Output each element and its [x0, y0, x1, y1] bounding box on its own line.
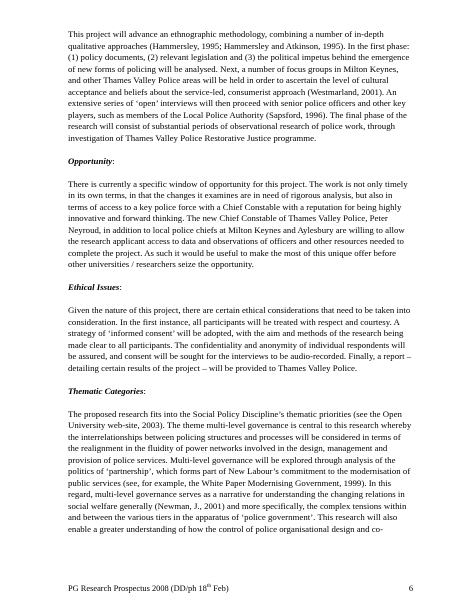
document-body: [68, 29, 413, 535]
heading-thematic-categories: Thematic Categories: [68, 385, 144, 396]
footer-superscript: th: [206, 583, 212, 590]
section-heading-thematic: [68, 386, 413, 398]
heading-colon: :: [143, 385, 146, 396]
paragraph-thematic: The proposed research fits into the Social Policy Discipline’s thematic priorities (see the Open University web-site, 2003). The theme multi-level governance is central to this research whereby the interrelationships between policing structures and processes will be considered in terms of the realignment in the fluidity of power networks involved in the design, management and provision of police services. Multi-level governance will be explored through analysis of the politics of ‘partnership’, which forms part of New Labour’s commitment to the modernisation of public services (see, for example, the White Paper Modernising Government, 1999). In this regard, multi-level governance serves as a narrative for understanding the changing relations in social welfare generally (Newman, J., 2001) and more specifically, the complex tensions within and between the various tiers in the apparatus of ‘police government’. This research will also enable a greater understanding of how the control of police organisational design and co-: [68, 408, 412, 534]
section-heading-ethical: [68, 282, 413, 294]
paragraph-intro: This project will advance an ethnographic methodology, combining a number of in-depth qualitative approaches (Hammersley, 1995; Hammersley and Atkinson, 1995). In the first phase: (1) policy documents, (2) relevant legislation and (3) the political impetus behind the emergence of new forms of policing will be analysed. Next, a number of focus groups in Milton Keynes, and other Thames Valley Police areas will be held in order to ascertain the level of cultural acceptance and beliefs about the service-led, consumerist approach (Westmarland, 2001). An extensive series of ‘open’ interviews will then proceed with senior police officers and other key players, such as members of the Local Police Authority (Sapsford, 1996). The final phase of the research will consist of substantial periods of observational research of police work, through investigation of Thames Valley Police Restorative Justice programme.: [68, 29, 410, 143]
footer-suffix: Feb): [211, 584, 229, 593]
footer-title: [68, 583, 229, 594]
heading-colon: :: [112, 155, 115, 166]
heading-ethical-issues: Ethical Issues: [68, 282, 120, 292]
page-number: 6: [408, 584, 413, 593]
footer-prefix: PG Research Prospectus 2008 (DD/ph 18: [68, 584, 207, 593]
heading-opportunity: Opportunity: [68, 155, 113, 166]
section-heading-opportunity: [68, 156, 413, 168]
paragraph-opportunity: There is currently a specific window of opportunity for this project. The work is not only timely in its own terms, in that the changes it examines are in need of rigorous analysis, but also in terms of access to a key police force with a Chief Constable with a reputation for being highly innovative and forward thinking. The new Chief Constable of Thames Valley Police, Peter Neyroud, in addition to local police chiefs at Milton Keynes and Aylesbury are willing to allow the research applicant access to data and observations of officers and other resources needed to complete the project. As such it would be useful to make the most of this unique offer before other universities / researchers seize the opportunity.: [68, 178, 408, 269]
paragraph-ethical: Given the nature of this project, there are certain ethical considerations that need to be taken into consideration. In the first instance, all participants will be treated with respect and courtesy. A strategy of ‘informed consent’ will be adopted, with the aim and methods of the research being made clear to all participants. The confidentiality and anonymity of individual respondents will be assured, and consent will be sought for the interviews to be audio-recorded. Finally, a report – detailing certain results of the project – will be provided to Thames Valley Police.: [68, 305, 412, 373]
heading-colon: :: [119, 282, 122, 292]
